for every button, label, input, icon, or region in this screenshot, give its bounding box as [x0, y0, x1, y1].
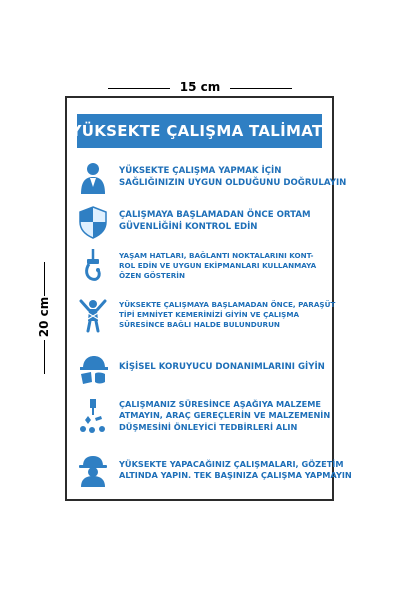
- supervisor-icon: [75, 452, 111, 488]
- instruction-item: [75, 248, 326, 284]
- instruction-item: [75, 350, 326, 386]
- instruction-text: KİŞİSEL KORUYUCU DONANIMLARINI GİYİN: [119, 362, 325, 373]
- safety-sign: [65, 96, 352, 501]
- instruction-text: YÜKSEKTE ÇALIŞMA YAPMAK İÇİN SAĞLIĞINIZIN UYGUN OLDUĞUNU DOĞRULAYIN: [119, 166, 347, 188]
- instruction-text: YÜKSEKTE ÇALIŞMAYA BAŞLAMADAN ÖNCE, PARAŞÜT TİPİ EMNİYET KEMERİNİZİ GİYİN VE ÇALIŞMA SÜRESİNCE BAĞLI HALDE BULUNDURUN: [119, 300, 336, 329]
- instruction-text: YAŞAM HATLARI, BAĞLANTI NOKTALARINI KONT- ROL EDİN VE UYGUN EKİPMANLARI KULLANMAYA ÖZEN GÖSTERİN: [119, 251, 317, 280]
- instruction-item: [75, 452, 352, 488]
- instruction-text: YÜKSEKTE YAPACAĞINIZ ÇALIŞMALARI, GÖZETİM ALTINDA YAPIN. TEK BAŞINIZA ÇALIŞMA YAPMAYIN: [119, 458, 352, 480]
- ppe-icon: [75, 350, 111, 386]
- instruction-text: ÇALIŞMANIZ SÜRESİNCE AŞAĞIYA MALZEME ATMAYIN, ARAÇ GEREÇLERİN VE MALZEMENİN DÜŞMESİNİ ÖNLEYİCİ TEDBİRLERİ ALIN: [119, 399, 331, 432]
- instruction-item: [75, 398, 331, 434]
- harness-person-icon: [75, 297, 111, 333]
- shield-icon: [75, 204, 111, 240]
- lifeline-hook-icon: [75, 248, 111, 284]
- instruction-item: [75, 204, 326, 240]
- dimension-line-right: [230, 88, 292, 89]
- dimension-line-bottom: [44, 340, 45, 374]
- height-dimension: [34, 262, 54, 374]
- width-dimension: [108, 80, 292, 96]
- worker-icon: [75, 160, 111, 196]
- height-label: 20 cm: [37, 296, 51, 338]
- instruction-item: [75, 160, 347, 196]
- sign-title: YÜKSEKTE ÇALIŞMA TALİMATI: [77, 114, 322, 148]
- falling-tools-icon: [75, 398, 111, 434]
- instruction-item: [75, 297, 336, 333]
- instruction-text: ÇALIŞMAYA BAŞLAMADAN ÖNCE ORTAM GÜVENLİĞİNİ KONTROL EDİN: [119, 210, 311, 232]
- width-label: 15 cm: [179, 80, 221, 94]
